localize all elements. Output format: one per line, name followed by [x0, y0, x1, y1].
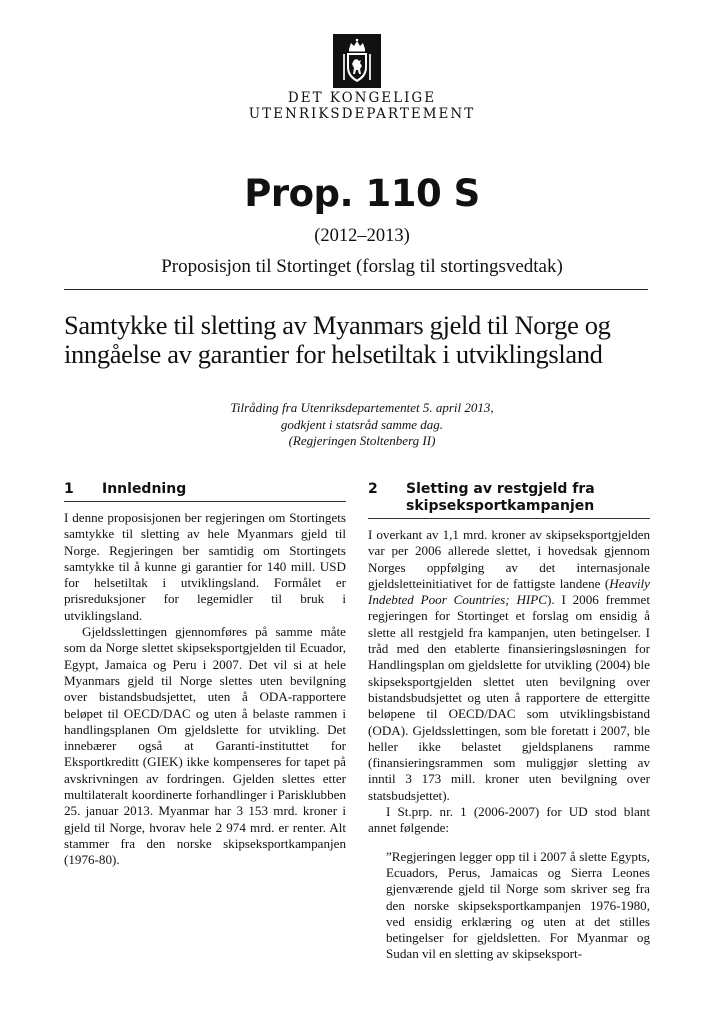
- document-title-line2: inngåelse av garantier for helsetiltak i utviklingsland: [64, 339, 603, 369]
- section-2-quote-text: ”Regjeringen legger opp til i 2007 å slette Egypts, Ecuadors, Perus, Jamaicas og Sierra Leones gjenværende gjeld til Norge som skriver seg fra den norske skipseksportkampanjen 1976-1980, ved ensidig erklæring og uten at det stilles betingelser for gjeldsletten. For Myanmar og Sudan vil en sletting av skipseksport-: [386, 848, 650, 962]
- approval-line2: godkjent i statsråd samme dag.: [280, 416, 444, 432]
- org-name-line2: UTENRIKSDEPARTEMENT: [248, 106, 476, 122]
- section-1-number: 1: [64, 481, 74, 497]
- section-2-title-line2: skipseksportkampanjen: [406, 498, 595, 514]
- proposition-subtitle: Proposisjon til Stortinget (forslag til stortingsvedtak): [161, 256, 563, 277]
- document-title-line1: Samtykke til sletting av Myanmars gjeld til Norge og: [64, 310, 611, 340]
- title-divider: [64, 289, 648, 290]
- section-2-paragraph-1-part-a: I overkant av 1,1 mrd. kroner av skipseksportgjelden var per 2006 allerede slettet, i hovedsak gjennom Norges oppfølging av det internasjonale gjeldsletteinitiativet for de fattigste landene (: [368, 527, 650, 591]
- section-2-quote: [386, 849, 650, 963]
- document-title: [64, 311, 664, 369]
- org-name-line1: DET KONGELIGE: [287, 90, 437, 106]
- approval-note: [0, 400, 724, 450]
- section-1-title: Innledning: [102, 481, 187, 497]
- section-2-paragraph-1: [368, 527, 650, 804]
- proposition-years: (2012–2013): [314, 226, 410, 246]
- section-1-body: [64, 510, 346, 869]
- section-2-body: [368, 527, 650, 837]
- section-2-number: 2: [368, 481, 378, 497]
- section-1-paragraph-1: I denne proposisjonen ber regjeringen om Stortingets samtykke til sletting av hele Myanmars gjeld til Norge. Regjeringen ber samtidig om Stortingets samtykke til å kunne gi garantier for 140 mill. USD for helsetiltak i utviklingsland. Formålet er prisreduksjoner for legemidler til bruk i utviklingsland.: [64, 510, 346, 623]
- section-2-paragraph-2: I St.prp. nr. 1 (2006-2007) for UD stod blant annet følgende:: [368, 804, 650, 836]
- section-2-title-line1: Sletting av restgjeld fra: [406, 481, 595, 497]
- section-1: [64, 481, 346, 869]
- section-2-paragraph-1-part-b: ). I 2006 fremmet regjeringen for Stortinget et forslag om ensidig å slette all restgjeld fra kampanjen, uten betingelser. I tråd med den etablerte finansieringsløsningen for Handlingsplan om gjeldslette for utvikling (2004) ble skipseksportgjelden slettet uten bevilgning over bistandsbudsjettet og uten å rapportere de ettergitte beløpene til OECD/DAC som utviklingsbistand (ODA). Gjeldsslettingen, som ble foretatt i 2007, ble heller ikke belastet gjeldsplanens ramme (finansieringsrammen som muliggjør sletting av inntil 3 173 mill. kroner uten bevilgning over statsbudsjettet).: [368, 592, 650, 803]
- approval-line1: Tilråding fra Utenriksdepartementet 5. april 2013,: [230, 400, 494, 415]
- section-2: [368, 481, 650, 963]
- proposition-title: Prop. 110 S: [244, 172, 480, 215]
- section-2-paragraph-1-emphasis: Heavily Indebted Poor Countries; HIPC: [368, 575, 650, 608]
- coat-of-arms-icon: [333, 34, 381, 88]
- section-1-paragraph-2: Gjeldsslettingen gjennomføres på samme måte som da Norge slettet skipseksportgjelden til Ecuador, Egypt, Jamaica og Peru i 2007. Det vil si at hele Myanmars gjeld til Norge slettes uten bevilgning over bistandsbudsjettet, uten å ODA-rapportere beløpet til OECD/DAC og uten å belaste rammen i handlingsplanen Om gjeldslette for utvikling. Det innebærer også at Garanti-instituttet for Eksportkreditt (GIEK) ikke kompenseres for tapet på avskrivningen av fordringen. Gjelden slettes etter multilateralt koordinerte forhandlinger i Parisklubben 25. januar 2013. Myanmar har 3 153 mrd. kroner i gjeld til Norge, hvorav hele 2 974 mrd. er renter. Alt stammer fra den norske skipseksportkampanjen (1976-80).: [64, 624, 346, 868]
- section-2-heading: [368, 481, 650, 519]
- section-1-heading: [64, 481, 346, 502]
- approval-line3: (Regjeringen Stoltenberg II): [288, 433, 436, 448]
